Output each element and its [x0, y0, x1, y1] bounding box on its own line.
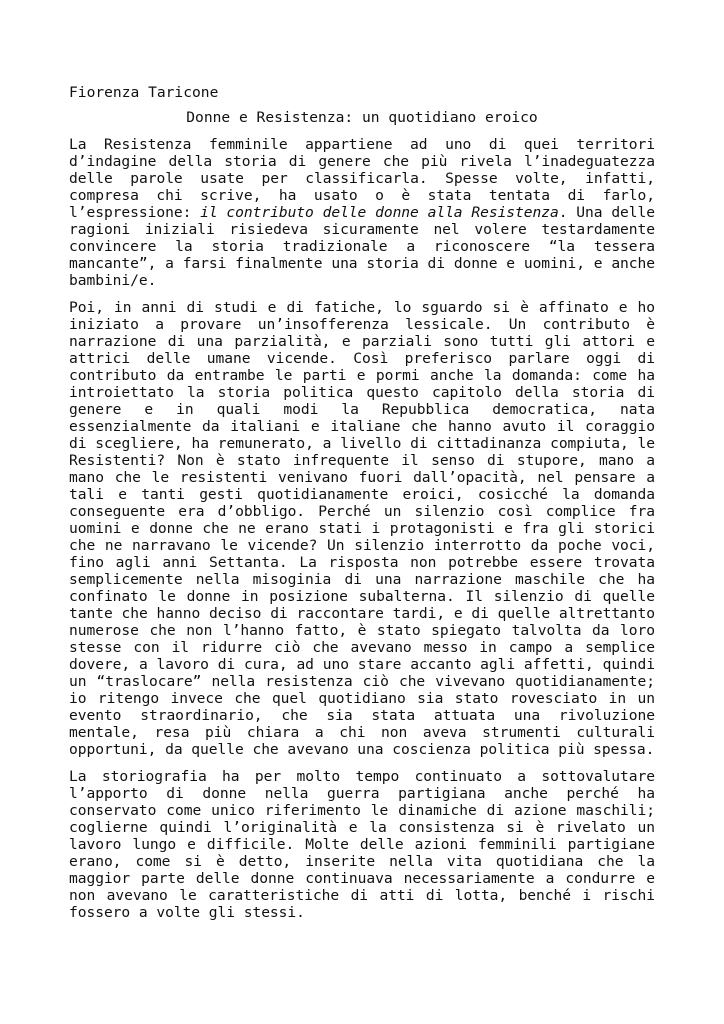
document-title: Donne e Resistenza: un quotidiano eroico [186, 109, 538, 126]
author-name: Fiorenza Taricone [69, 84, 219, 101]
paragraph-1-italic-phrase: il contributo delle donne alla Resistenza [200, 204, 559, 221]
paragraph-1 [69, 136, 655, 289]
paragraph-1-text-a: La Resistenza femminile appartiene ad uno di quei territori d’indagine della storia di genere che più rivela l’inadeguatezza delle parole usate per classificarla. Spesse volte, infatti, compresa chi scrive, ha usato o è stata tentata di farlo, l’espressione: [69, 136, 655, 221]
paragraph-1-text-b: . Una delle ragioni iniziali risiedeva sicuramente nel volere testardamente convincere la storia tradizionale a riconoscere “la tessera mancante”, a farsi finalmente una storia di donne e uomini, e anche bambini/e. [69, 204, 655, 289]
paragraph-3: La storiografia ha per molto tempo continuato a sottovalutare l’apporto di donne nella guerra partigiana anche perché ha conservato come unico riferimento le dinamiche di azione maschili; coglierne quindi l’originalità e la consistenza si è rivelato un lavoro lungo e difficile. Molte delle azioni femminili partigiane erano, come si è detto, inserite nella vita quotidiana che la maggior parte delle donne continuava necessariamente a condurre e non avevano le caratteristiche di atti di lotta, benché i rischi fossero a volte gli stessi. [69, 768, 655, 921]
document-page [69, 84, 655, 931]
paragraph-2: Poi, in anni di studi e di fatiche, lo sguardo si è affinato e ho iniziato a provare un’insofferenza lessicale. Un contributo è narrazione di una parzialità, e parziali sono tutti gli attori e attrici delle umane vicende. Così preferisco parlare oggi di contributo da entrambe le parti e pormi anche la domanda: come ha introiettato la storia politica questo capitolo della storia di genere e in quali modi la Repubblica democratica, nata essenzialmente da italiani e italiane che hanno avuto il coraggio di scegliere, ha remunerato, a livello di cittadinanza compiuta, le Resistenti? Non è stato infrequente il senso di stupore, mano a mano che le resistenti venivano fuori dall’opacità, nel pensare a tali e tanti gesti quotidianamente eroici, cosicché la domanda conseguente era d’obbligo. Perché un silenzio così complice fra uomini e donne che ne erano stati i protagonisti e fra gli storici che ne narravano le vicende? Un silenzio interrotto da poche voci, fino agli anni Settanta. La risposta non potrebbe essere trovata semplicemente nella misoginia di una narrazione maschile che ha confinato le donne in posizione subalterna. Il silenzio di quelle tante che hanno deciso di raccontare tardi, e di quelle altrettanto numerose che non l’hanno fatto, è stato spiegato talvolta da loro stesse con il ridurre ciò che avevano messo in campo a semplice dovere, a lavoro di cura, ad uno stare accanto agli affetti, quindi un “traslocare” nella resistenza ciò che vivevano quotidianamente; io ritengo invece che quel quotidiano sia stato rovesciato in un evento straordinario, che sia stata attuata una rivoluzione mentale, resa più chiara a chi non aveva strumenti culturali opportuni, da quelle che avevano una coscienza politica più spessa. [69, 299, 655, 758]
